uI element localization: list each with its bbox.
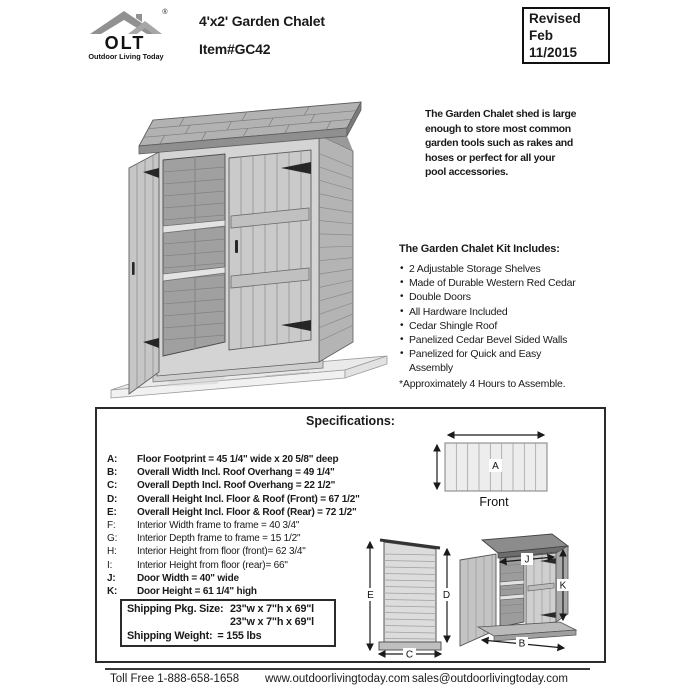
specifications-box bbox=[95, 407, 606, 663]
door-handle-icon bbox=[132, 262, 135, 275]
kit-item: • 2 Adjustable Storage Shelves bbox=[399, 262, 584, 276]
side-elevation-diagram bbox=[360, 530, 456, 660]
kit-heading: The Garden Chalet Kit Includes: bbox=[399, 243, 560, 255]
shed-dimension-diagram bbox=[452, 530, 602, 660]
spec-row bbox=[107, 532, 360, 545]
kit-item: • Cedar Shingle Roof bbox=[399, 319, 584, 333]
spec-list bbox=[107, 453, 360, 598]
spec-row-text: Overall Height Incl. Floor & Roof (Rear) = 72 1/2" bbox=[137, 506, 357, 518]
footer-phone: Toll Free 1-888-658-1658 bbox=[110, 673, 240, 685]
kit-includes-section bbox=[399, 243, 584, 391]
shipping-size-label: Shipping Pkg. Size: bbox=[127, 603, 224, 615]
spec-row bbox=[107, 572, 360, 585]
olt-logo bbox=[84, 4, 172, 62]
spec-row-key: F: bbox=[107, 520, 116, 532]
spec-row-text: Interior Width frame to frame = 40 3/4" bbox=[137, 520, 300, 532]
dim-label-c: C bbox=[405, 649, 414, 660]
kit-note: *Approximately 4 Hours to Assemble. bbox=[399, 377, 566, 390]
logo-roof-icon bbox=[90, 11, 158, 34]
shipping-weight-label: Shipping Weight: bbox=[127, 629, 213, 642]
spec-row-text: Interior Height from floor (rear)= 66" bbox=[137, 559, 288, 571]
spec-row-key: G: bbox=[107, 533, 118, 545]
spec-row-key: K: bbox=[107, 586, 118, 598]
shipping-weight-value: = 155 lbs bbox=[217, 629, 262, 642]
shipping-box bbox=[120, 599, 336, 647]
kit-item: • Panelized Cedar Bevel Sided Walls bbox=[399, 333, 584, 347]
product-description: The Garden Chalet shed is large enough to store most common garden tools such as rakes and hoses or perfect for all your pool accessories. bbox=[425, 108, 577, 179]
dim-label-j: J bbox=[524, 554, 530, 566]
floor-footprint-diagram bbox=[428, 428, 578, 510]
kit-item: • Made of Durable Western Red Cedar bbox=[399, 276, 584, 290]
shipping-size-row bbox=[127, 603, 329, 616]
dim-label-b: B bbox=[518, 638, 526, 650]
footer-email: sales@outdoorlivingtoday.com bbox=[412, 673, 568, 685]
revised-date: Feb 11/2015 bbox=[529, 28, 578, 60]
page-title: 4'x2' Garden Chalet bbox=[199, 13, 325, 29]
revised-box bbox=[522, 7, 610, 64]
kit-list bbox=[399, 262, 584, 376]
dim-label-d: D bbox=[442, 590, 451, 601]
spec-row bbox=[107, 559, 360, 572]
mini-interior bbox=[500, 556, 524, 627]
spec-row-key: H: bbox=[107, 546, 117, 558]
spec-row-text: Overall Height Incl. Floor & Roof (Front) = 67 1/2" bbox=[137, 493, 360, 505]
spec-row-text: Overall Width Incl. Roof Overhang = 49 1/4" bbox=[137, 467, 335, 479]
footer-website: www.outdoorlivingtoday.com bbox=[265, 673, 410, 685]
dim-label-k: K bbox=[559, 580, 567, 592]
side-wall-shape bbox=[384, 542, 436, 642]
spec-row-text: Door Height = 61 1/4" high bbox=[137, 586, 257, 598]
item-number: Item#GC42 bbox=[199, 41, 271, 57]
registered-mark: ® bbox=[162, 9, 168, 16]
shipping-size-row bbox=[127, 616, 329, 629]
spec-row-text: Door Width = 40" wide bbox=[137, 572, 239, 584]
spec-row-key: B: bbox=[107, 467, 118, 479]
spec-row-text: Floor Footprint = 45 1/4" wide x 20 5/8" deep bbox=[137, 454, 339, 465]
spacer bbox=[127, 616, 230, 629]
spec-row-key: J: bbox=[107, 572, 116, 584]
dim-label-e: E bbox=[367, 590, 374, 601]
kit-item: • All Hardware Included bbox=[399, 305, 584, 319]
spec-row-key: E: bbox=[107, 506, 117, 518]
specifications-heading: Specifications: bbox=[306, 414, 395, 428]
spec-row-text: Interior Height from floor (front)= 62 3/4" bbox=[137, 546, 306, 558]
shipping-weight-row bbox=[127, 630, 329, 643]
spec-row-text: Interior Depth frame to frame = 15 1/2" bbox=[137, 533, 301, 545]
spec-row bbox=[107, 479, 360, 492]
spec-row bbox=[107, 493, 360, 506]
shipping-size-value: 23"w x 7"h x 69"l bbox=[230, 616, 314, 629]
spec-row-key: A: bbox=[107, 454, 118, 465]
spec-row-key: I: bbox=[107, 559, 113, 571]
logo-acronym: OLT bbox=[104, 33, 146, 53]
logo-tagline: Outdoor Living Today bbox=[88, 52, 164, 61]
dim-label-a: A bbox=[492, 461, 499, 472]
revised-label: Revised bbox=[529, 11, 581, 26]
spec-row bbox=[107, 585, 360, 598]
spec-row bbox=[107, 453, 360, 466]
spec-row-key: C: bbox=[107, 480, 118, 492]
shed-illustration-image bbox=[95, 80, 405, 405]
shipping-size-value: 23"w x 7"h x 69"l bbox=[230, 603, 314, 615]
kit-item: • Panelized for Quick and Easy Assembly bbox=[399, 347, 584, 375]
front-caption: Front bbox=[479, 495, 509, 509]
door-handle-icon bbox=[235, 240, 238, 253]
spec-row-key: D: bbox=[107, 493, 118, 505]
kit-item: • Double Doors bbox=[399, 290, 584, 304]
spec-row-text: Overall Depth Incl. Roof Overhang = 22 1/2" bbox=[137, 480, 336, 492]
spec-row bbox=[107, 506, 360, 519]
spec-row bbox=[107, 545, 360, 558]
spec-row bbox=[107, 519, 360, 532]
spec-row bbox=[107, 466, 360, 479]
footer-divider bbox=[105, 668, 590, 670]
